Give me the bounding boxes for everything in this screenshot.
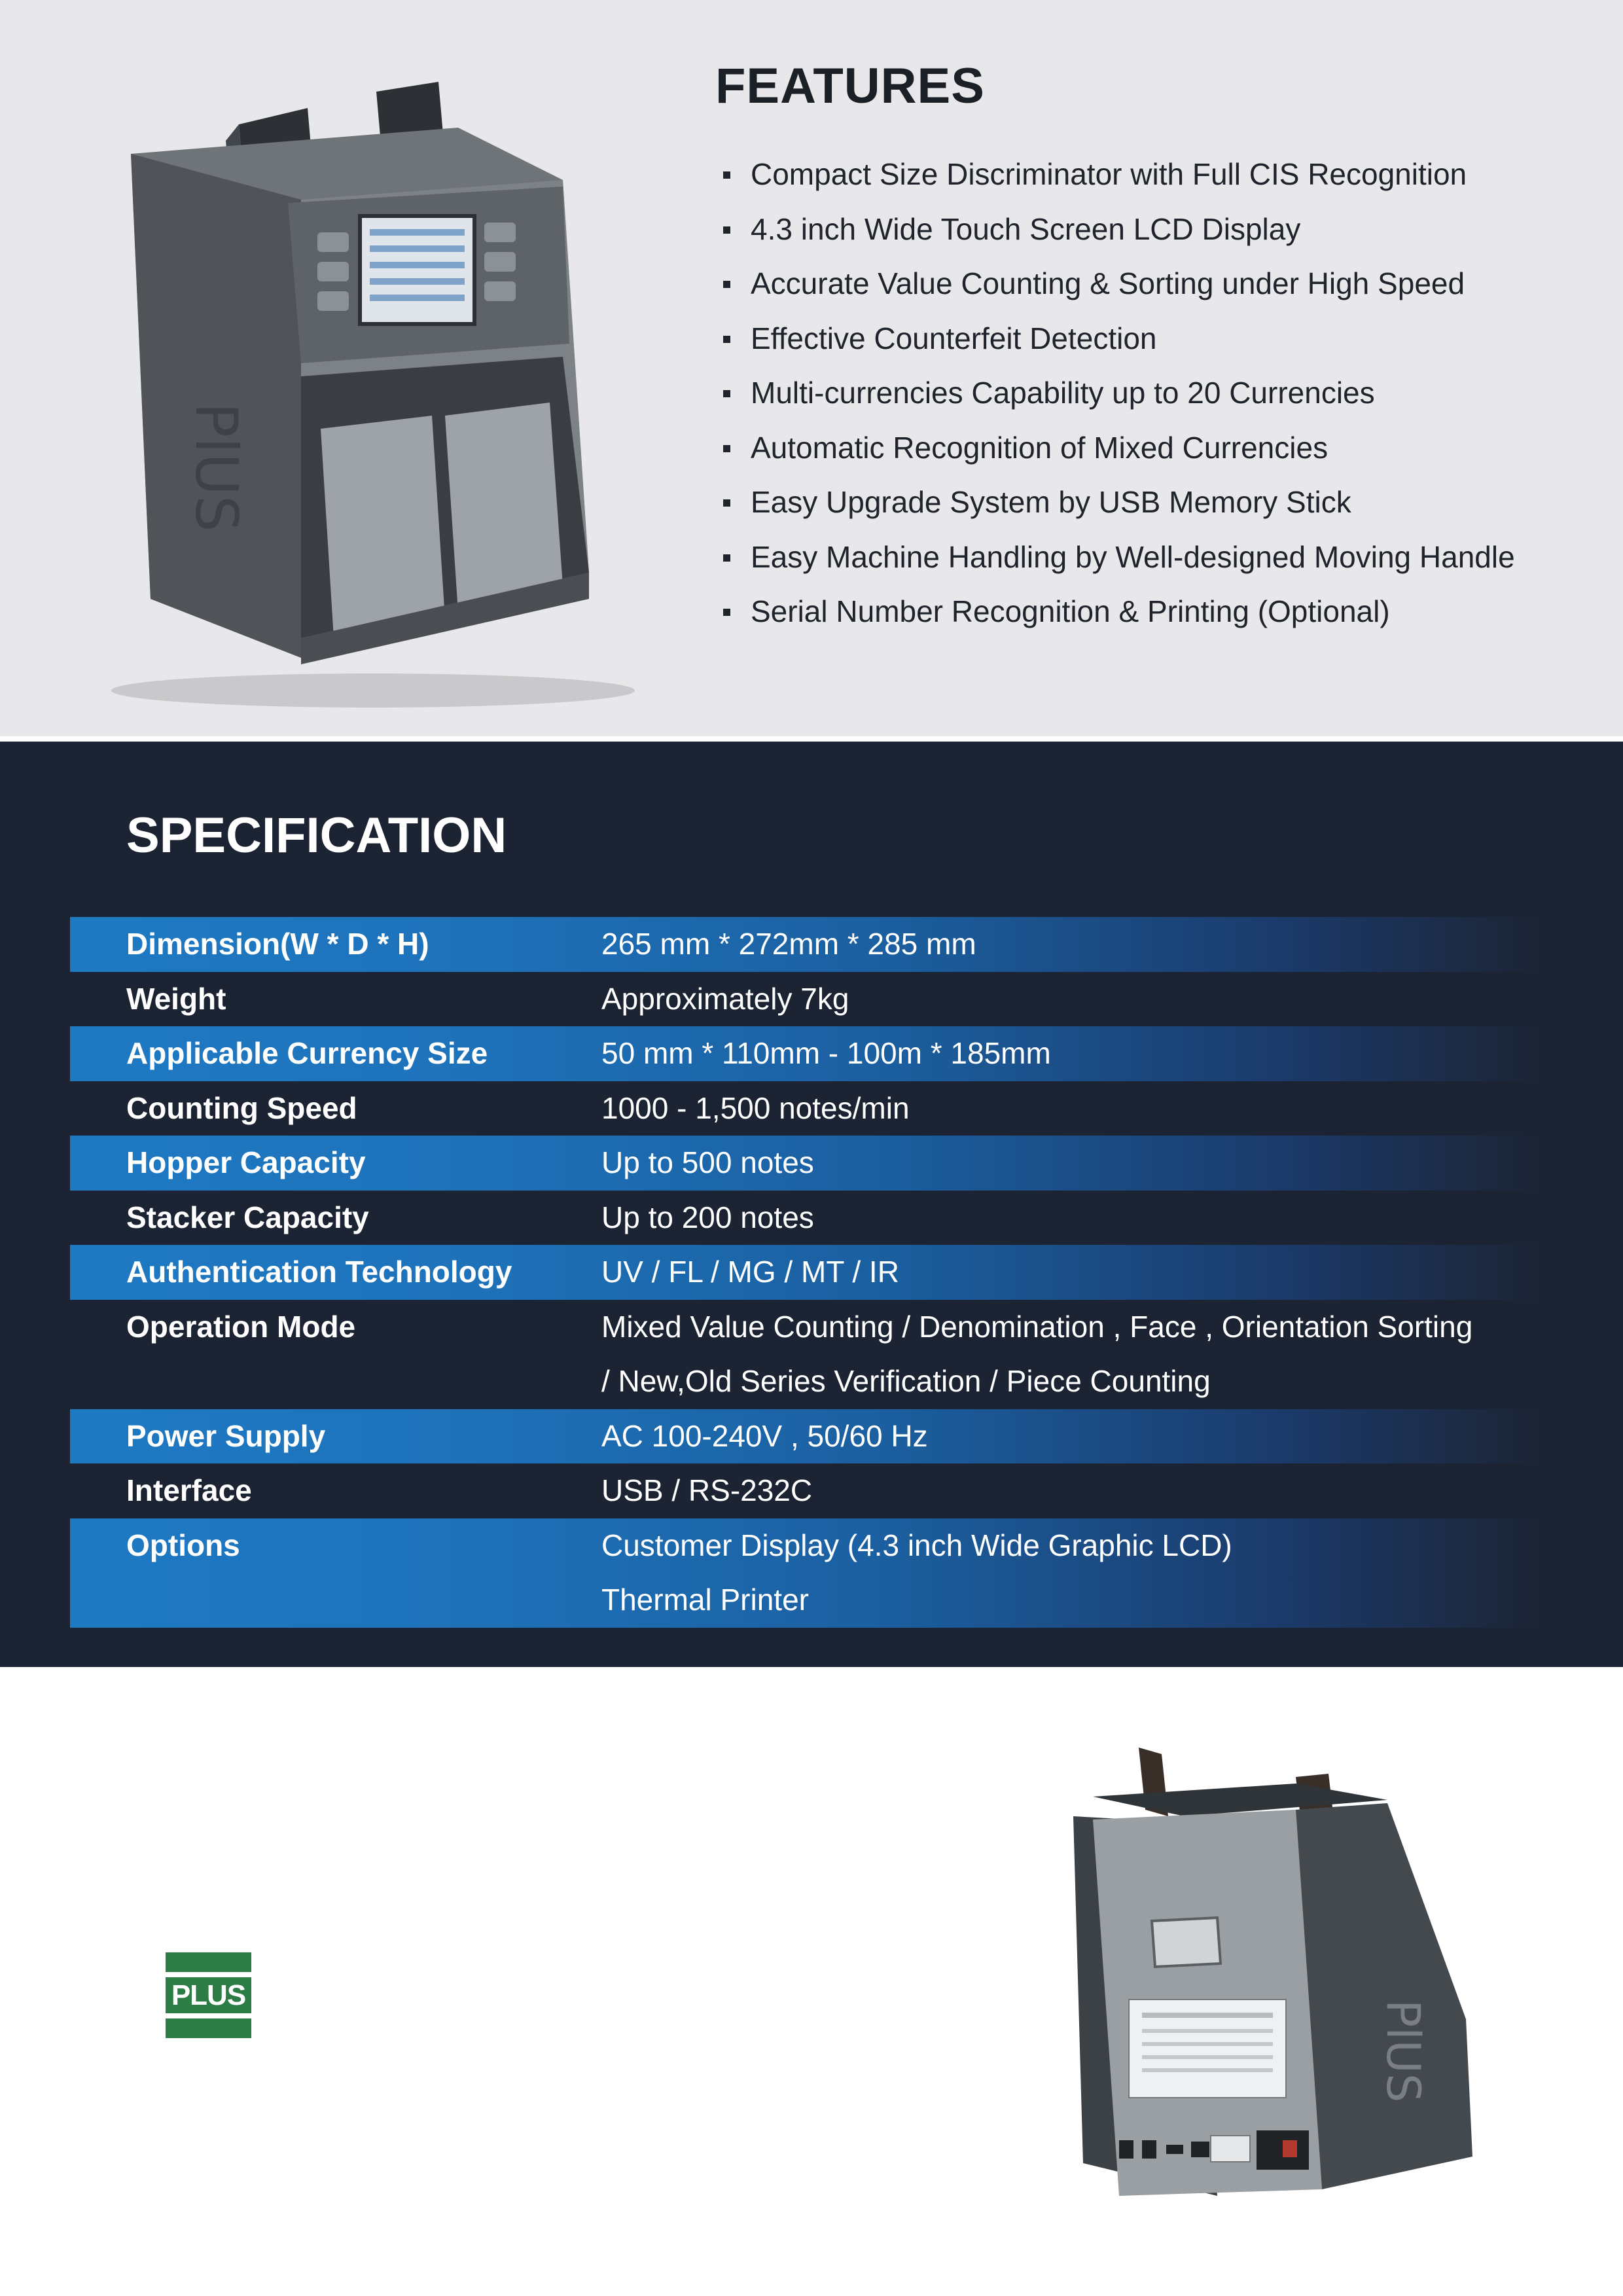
plus-logo: PLUS bbox=[166, 1952, 251, 2038]
feature-item bbox=[723, 530, 1515, 585]
spec-row-hopper-capacity bbox=[70, 1136, 1552, 1191]
spec-value-line: USB / RS-232C bbox=[601, 1473, 813, 1507]
feature-item bbox=[723, 257, 1515, 312]
feature-text: Easy Upgrade System by USB Memory Stick bbox=[751, 485, 1351, 519]
feature-text: 4.3 inch Wide Touch Screen LCD Display bbox=[751, 211, 1301, 246]
spec-row-currency-size bbox=[70, 1026, 1552, 1081]
spec-row-dimension bbox=[70, 917, 1552, 972]
spec-label: Operation Mode bbox=[126, 1309, 356, 1344]
spec-label: Dimension(W * D * H) bbox=[126, 927, 429, 961]
bullet-icon bbox=[723, 445, 730, 452]
feature-item bbox=[723, 312, 1515, 367]
feature-item bbox=[723, 366, 1515, 421]
spec-label: Authentication Technology bbox=[126, 1255, 512, 1289]
bullet-icon bbox=[723, 336, 730, 343]
feature-text: Effective Counterfeit Detection bbox=[751, 321, 1157, 355]
spec-value-line: Thermal Printer bbox=[601, 1583, 809, 1617]
spec-value-line: 1000 - 1,500 notes/min bbox=[601, 1090, 910, 1125]
specification-table bbox=[70, 917, 1552, 1628]
bullet-icon bbox=[723, 609, 730, 616]
specification-title: SPECIFICATION bbox=[126, 808, 507, 863]
currency-counter-front-image bbox=[92, 62, 641, 710]
feature-text: Compact Size Discriminator with Full CIS Recognition bbox=[751, 157, 1467, 191]
specification-section bbox=[0, 742, 1623, 1667]
spec-value-line: Mixed Value Counting / Denomination , Face , Orientation Sorting bbox=[601, 1309, 1473, 1344]
spec-label: Applicable Currency Size bbox=[126, 1036, 488, 1070]
spec-value bbox=[601, 917, 976, 972]
spec-value-line: AC 100-240V , 50/60 Hz bbox=[601, 1418, 928, 1453]
spec-row-weight bbox=[70, 972, 1552, 1027]
spec-value-line: Approximately 7kg bbox=[601, 981, 849, 1016]
feature-text: Accurate Value Counting & Sorting under High Speed bbox=[751, 266, 1465, 300]
side-brand-text: PlUS bbox=[183, 403, 250, 532]
bullet-icon bbox=[723, 499, 730, 507]
feature-text: Automatic Recognition of Mixed Currencies bbox=[751, 430, 1329, 465]
spec-value-line: 50 mm * 110mm - 100m * 185mm bbox=[601, 1036, 1051, 1070]
spec-value bbox=[601, 972, 849, 1027]
spec-value bbox=[601, 1300, 1472, 1409]
spec-label: Counting Speed bbox=[126, 1090, 357, 1125]
spec-value-line: Up to 200 notes bbox=[601, 1200, 814, 1234]
spec-value bbox=[601, 1409, 928, 1464]
spec-value bbox=[601, 1136, 814, 1191]
spec-value bbox=[601, 1245, 899, 1300]
spec-row-authentication bbox=[70, 1245, 1552, 1300]
feature-text: Serial Number Recognition & Printing (Optional) bbox=[751, 594, 1390, 628]
spec-row-power-supply bbox=[70, 1409, 1552, 1464]
spec-label: Weight bbox=[126, 981, 226, 1016]
spec-row-options bbox=[70, 1518, 1552, 1628]
spec-value bbox=[601, 1026, 1051, 1081]
rear-side-brand-text: PlUS bbox=[1376, 2000, 1430, 2103]
feature-list bbox=[723, 147, 1515, 639]
spec-row-stacker-capacity bbox=[70, 1191, 1552, 1246]
feature-item bbox=[723, 147, 1515, 202]
bullet-icon bbox=[723, 554, 730, 562]
spec-row-interface bbox=[70, 1463, 1552, 1518]
feature-item bbox=[723, 475, 1515, 530]
spec-value bbox=[601, 1081, 910, 1136]
bullet-icon bbox=[723, 226, 730, 234]
currency-counter-rear-image bbox=[1021, 1738, 1479, 2209]
spec-label: Power Supply bbox=[126, 1418, 326, 1453]
spec-label: Options bbox=[126, 1528, 240, 1562]
feature-item bbox=[723, 584, 1515, 639]
spec-value-line: UV / FL / MG / MT / IR bbox=[601, 1255, 899, 1289]
feature-item bbox=[723, 202, 1515, 257]
spec-value-line: Customer Display (4.3 inch Wide Graphic LCD) bbox=[601, 1528, 1232, 1562]
spec-label: Hopper Capacity bbox=[126, 1145, 366, 1179]
spec-label: Interface bbox=[126, 1473, 252, 1507]
feature-text: Multi-currencies Capability up to 20 Currencies bbox=[751, 376, 1375, 410]
bullet-icon bbox=[723, 281, 730, 288]
feature-text: Easy Machine Handling by Well-designed Moving Handle bbox=[751, 539, 1515, 574]
spec-value-line: 265 mm * 272mm * 285 mm bbox=[601, 927, 976, 961]
spec-value-line: / New,Old Series Verification / Piece Counting bbox=[601, 1364, 1211, 1398]
features-title: FEATURES bbox=[715, 58, 985, 114]
feature-item bbox=[723, 421, 1515, 476]
spec-row-counting-speed bbox=[70, 1081, 1552, 1136]
spec-value bbox=[601, 1191, 814, 1246]
features-section bbox=[0, 0, 1623, 736]
spec-value bbox=[601, 1463, 812, 1518]
bullet-icon bbox=[723, 171, 730, 179]
spec-row-operation-mode bbox=[70, 1300, 1552, 1409]
spec-value bbox=[601, 1518, 1232, 1628]
spec-value-line: Up to 500 notes bbox=[601, 1145, 814, 1179]
spec-label: Stacker Capacity bbox=[126, 1200, 369, 1234]
bullet-icon bbox=[723, 390, 730, 397]
